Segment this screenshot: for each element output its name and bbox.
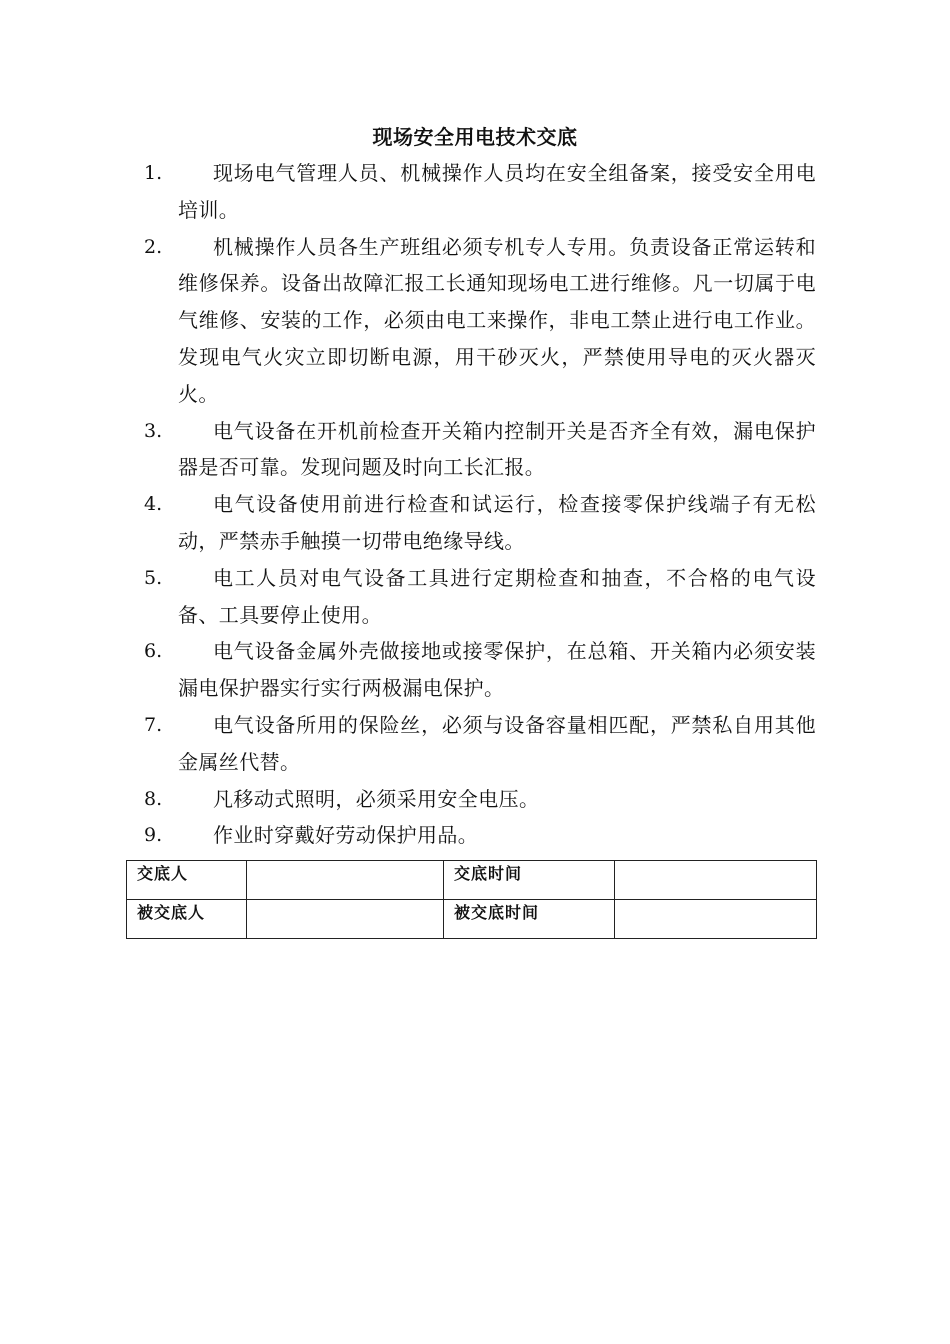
recipient-label: 被交底人	[127, 900, 247, 939]
item-text: 电气设备金属外壳做接地或接零保护，在总箱、开关箱内必须安装漏电保护器实行实行两极漏电保护。	[178, 639, 816, 701]
list-item	[146, 229, 816, 413]
item-text: 现场电气管理人员、机械操作人员均在安全组备案，接受安全用电培训。	[178, 161, 816, 222]
item-text: 电气设备在开机前检查开关箱内控制开关是否齐全有效，漏电保护器是否可靠。发现问题及时向工长汇报。	[178, 418, 816, 480]
briefer-label: 交底人	[127, 861, 247, 900]
item-text: 电气设备所用的保险丝，必须与设备容量相匹配，严禁私自用其他金属丝代替。	[178, 712, 816, 774]
item-number: 4.	[144, 493, 163, 516]
item-number: 6.	[144, 640, 163, 663]
document-title: 现场安全用电技术交底	[372, 125, 578, 149]
item-number: 3.	[144, 419, 163, 442]
list-item	[146, 155, 816, 229]
item-text: 电工人员对电气设备工具进行定期检查和抽查，不合格的电气设备、工具要停止使用。	[178, 565, 816, 627]
table-row	[127, 900, 817, 939]
item-text: 机械操作人员各生产班组必须专机专人专用。负责设备正常运转和维修保养。设备出故障汇报工长通知现场电工进行维修。凡一切属于电气维修、安装的工作，必须由电工来操作，非电工禁止进行电工作业。发现电气火灾立即切断电源，用干砂灭火，严禁使用导电的灭火器灭火。	[178, 234, 816, 406]
recipient-value-cell[interactable]	[247, 900, 444, 939]
item-number: 1.	[144, 162, 163, 184]
list-item	[146, 781, 816, 818]
item-text: 作业时穿戴好劳动保护用品。	[213, 823, 479, 848]
recipient-time-label: 被交底时间	[444, 900, 615, 939]
recipient-time-value-cell[interactable]	[615, 900, 817, 939]
sign-off-table	[126, 860, 817, 939]
item-number: 9.	[144, 824, 163, 847]
list-item	[146, 817, 816, 854]
list-item	[146, 413, 816, 487]
item-number: 7.	[144, 713, 163, 736]
list-item	[146, 707, 816, 781]
briefer-value-cell[interactable]	[247, 861, 444, 900]
item-text: 凡移动式照明，必须采用安全电压。	[213, 786, 540, 811]
briefing-time-label: 交底时间	[444, 861, 615, 900]
safety-items-list	[146, 155, 816, 854]
list-item	[146, 560, 816, 634]
list-item	[146, 633, 816, 707]
item-number: 2.	[144, 235, 163, 258]
list-item	[146, 486, 816, 560]
item-number: 8.	[144, 787, 163, 810]
table-row	[127, 861, 817, 900]
item-number: 5.	[144, 566, 163, 589]
item-text: 电气设备使用前进行检查和试运行，检查接零保护线端子有无松动，严禁赤手触摸一切带电绝缘导线。	[178, 492, 816, 553]
briefing-time-value-cell[interactable]	[615, 861, 817, 900]
